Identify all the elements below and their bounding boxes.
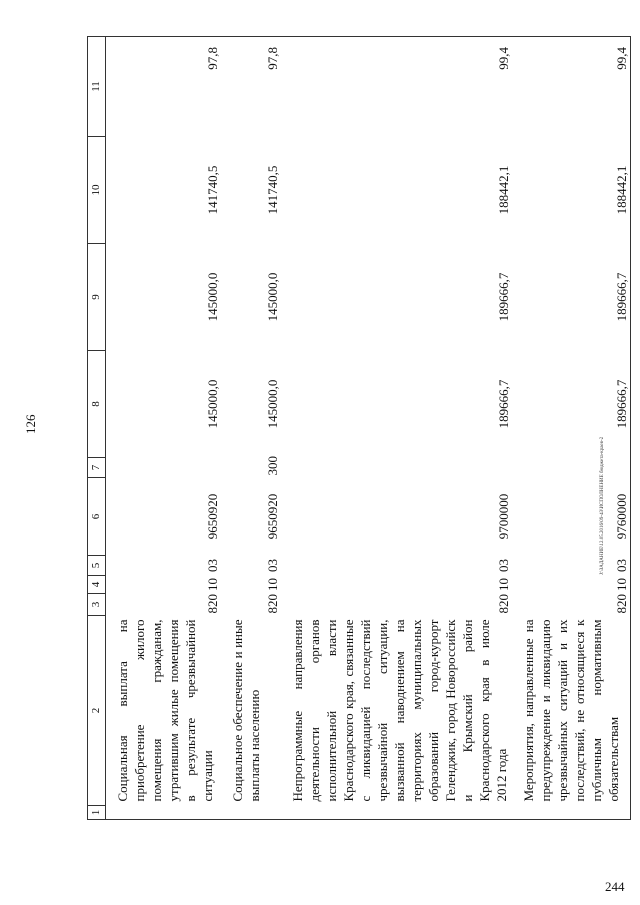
- col-header: 11: [88, 37, 106, 137]
- file-path: J:\ЗАДАНИЕ\12.05.2016\09-43\ИСПОЛНЕНИЕ бюджета-краев-2: [600, 436, 605, 575]
- cell-section: [106, 576, 205, 594]
- cell-section: 10: [205, 578, 220, 591]
- cell-subsection: [106, 556, 205, 576]
- cell-admin-code: 820: [205, 594, 220, 614]
- cell-executed: 188442,1: [512, 137, 631, 244]
- col-header: 1: [88, 806, 106, 820]
- cell-executed: [106, 137, 205, 244]
- cell-subsection: 03: [265, 559, 280, 572]
- col-header: 6: [88, 478, 106, 556]
- col-header: 4: [88, 576, 106, 594]
- cell-planned: 145000,0: [265, 272, 280, 322]
- row-description: Социальное обеспечение и иные выплаты населению: [230, 619, 262, 802]
- row-description: Непрограммные направления деятельности органов исполнительной власти Краснодарского края, связанные с ликвидацией последствий чрезвычайной ситуации, вызванной наводнением на территориях муниципальных образований город-курорт Геленджик, город Новороссийск и Крымский район Краснодарского края в июле 2012 года: [290, 619, 509, 802]
- col-header: 8: [88, 351, 106, 458]
- cell-section: 10: [265, 578, 280, 591]
- cell-expense-type: [512, 458, 631, 478]
- col-header: 7: [88, 458, 106, 478]
- budget-table: [87, 36, 631, 820]
- cell-percent: [106, 37, 205, 137]
- cell-approved: 145000,0: [265, 379, 280, 429]
- cell-expense-type: [204, 458, 221, 478]
- cell-section: 10: [512, 576, 631, 594]
- cell-expense-type: [106, 458, 205, 478]
- cell-subsection: 03: [205, 559, 220, 572]
- cell-planned: 189666,7: [512, 244, 631, 351]
- cell-target-article: 9760000: [512, 478, 631, 556]
- col-header: 2: [88, 616, 106, 806]
- table-row: [281, 37, 512, 820]
- col-header: 9: [88, 244, 106, 351]
- cell-percent: 97,8: [221, 37, 281, 137]
- cell-target-article: 9700000: [496, 493, 511, 540]
- cell-admin-code: [106, 594, 205, 616]
- cell-planned: 145000,0: [205, 272, 220, 322]
- cell-approved: 189666,7: [512, 351, 631, 458]
- cell-expense-type: 300: [265, 456, 280, 476]
- cell-planned: 189666,7: [496, 272, 511, 322]
- col-header: 10: [88, 137, 106, 244]
- cell-executed: 188442,1: [496, 165, 511, 215]
- cell-planned: [106, 244, 205, 351]
- cell-percent: 99,4: [281, 37, 512, 137]
- cell-expense-type: [281, 458, 512, 478]
- cell-target-article: [106, 478, 205, 556]
- cell-admin-code: 820: [512, 594, 631, 616]
- cell-admin-code: 820: [496, 594, 511, 614]
- row-description: Социальная выплата на приобретение жилого помещения гражданам, утратившим жилые помещения в результате чрезвычайной ситуации: [115, 619, 215, 802]
- cell-subsection: 03: [512, 556, 631, 576]
- column-number-row: [88, 37, 106, 820]
- cell-subsection: 03: [496, 559, 511, 572]
- col-header: 5: [88, 556, 106, 576]
- cell-admin-code: 820: [265, 594, 280, 614]
- page-number: 126: [23, 414, 38, 434]
- cell-executed: 141740,5: [265, 165, 280, 215]
- table-row: [512, 37, 631, 820]
- cell-approved: 145000,0: [205, 379, 220, 429]
- page-no: 244: [605, 879, 625, 894]
- table-row: [221, 37, 281, 820]
- row-description: Мероприятия, направленные на предупреждение и ликвидацию чрезвычайных ситуаций и их последствий, не относящиеся к публичным нормативным обязательствам: [512, 616, 631, 806]
- cell-percent: 99,4: [512, 37, 631, 137]
- cell-approved: [106, 351, 205, 458]
- cell-target-article: 9650920: [265, 493, 280, 540]
- cell-executed: 141740,5: [205, 165, 220, 215]
- cell-percent: 97,8: [204, 37, 221, 137]
- col-header: 3: [88, 594, 106, 616]
- cell-target-article: 9650920: [205, 493, 220, 540]
- table-row: [106, 37, 205, 820]
- cell-approved: 189666,7: [496, 379, 511, 429]
- cell-section: 10: [496, 578, 511, 591]
